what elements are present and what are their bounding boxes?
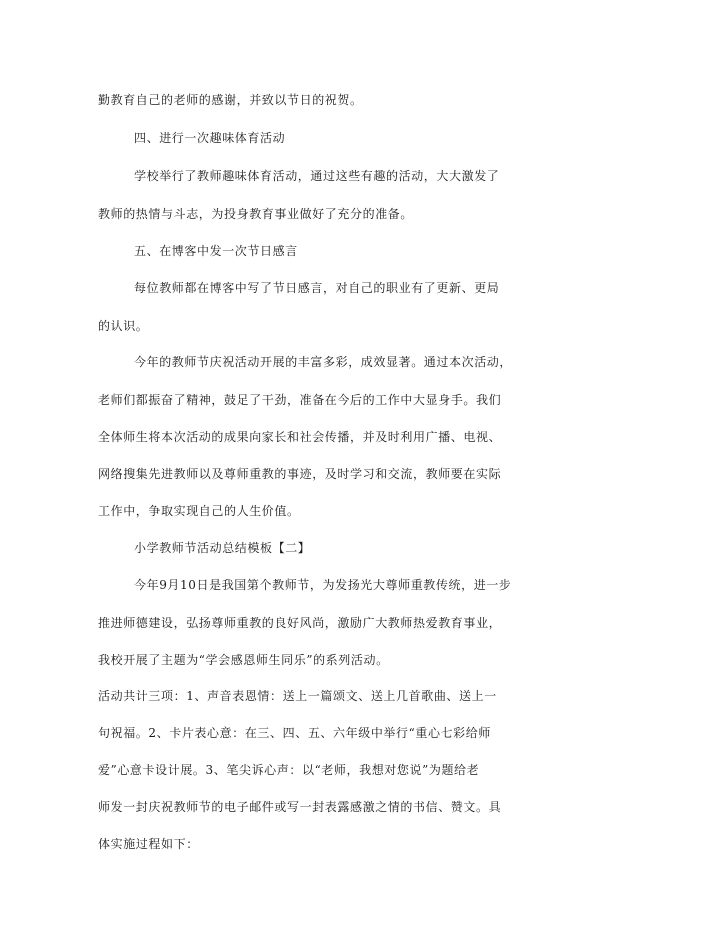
text-line: 活动共计三项：1、声音表恩情：送上一篇颂文、送上几首歌曲、送上一 <box>98 689 497 703</box>
text-line: 我校开展了主题为“学会感恩师生同乐”的系列活动。 <box>98 653 389 667</box>
text-line: 勤教育自己的老师的感谢，并致以节日的祝贺。 <box>98 93 363 107</box>
text-line: 全体师生将本次活动的成果向家长和社会传播，并及时利用广播、电视、 <box>98 430 502 444</box>
text-line: 句祝福。2、卡片表心意：在三、四、五、六年级中举行“重心七彩给师 <box>98 726 491 740</box>
text-line: 的认识。 <box>98 319 149 333</box>
text-line: 每位教师都在博客中写了节日感言，对自己的职业有了更新、更局 <box>134 281 500 295</box>
text-line: 爱”心意卡设计展。3、笔尖诉心声：以“老师，我想对您说”为题给老 <box>98 763 480 777</box>
section-heading: 四、进行一次趣味体育活动 <box>134 131 286 145</box>
text-line: 推进师德建设，弘扬尊师重教的良好风尚，激励广大教师热爱教育事业， <box>98 616 502 630</box>
section-heading: 五、在博客中发一次节日感言 <box>134 244 298 258</box>
text-line: 老师们都振奋了精神，鼓足了干劲，准备在今后的工作中大显身手。我们 <box>98 393 502 407</box>
section-heading: 小学教师节活动总结模板【二】 <box>134 541 311 555</box>
text-line: 教师的热情与斗志，为投身教育事业做好了充分的准备。 <box>98 207 414 221</box>
text-line: 工作中，争取实现自己的人生价值。 <box>98 504 300 518</box>
text-line: 今年的教师节庆祝活动开展的丰富多彩，成效显著。通过本次活动， <box>134 355 513 369</box>
text-line: 学校举行了教师趣味体育活动，通过这些有趣的活动，大大激发了 <box>134 169 500 183</box>
text-line: 体实施过程如下： <box>98 837 199 851</box>
text-line: 师发一封庆祝教师节的电子邮件或写一封表露感激之情的书信、赞文。具 <box>98 800 502 814</box>
text-line: 网络搜集先进教师以及尊师重教的事迹，及时学习和交流，教师要在实际 <box>98 467 502 481</box>
text-line: 今年9月10日是我国第个教师节，为发扬光大尊师重教传统，进一步 <box>134 578 512 592</box>
